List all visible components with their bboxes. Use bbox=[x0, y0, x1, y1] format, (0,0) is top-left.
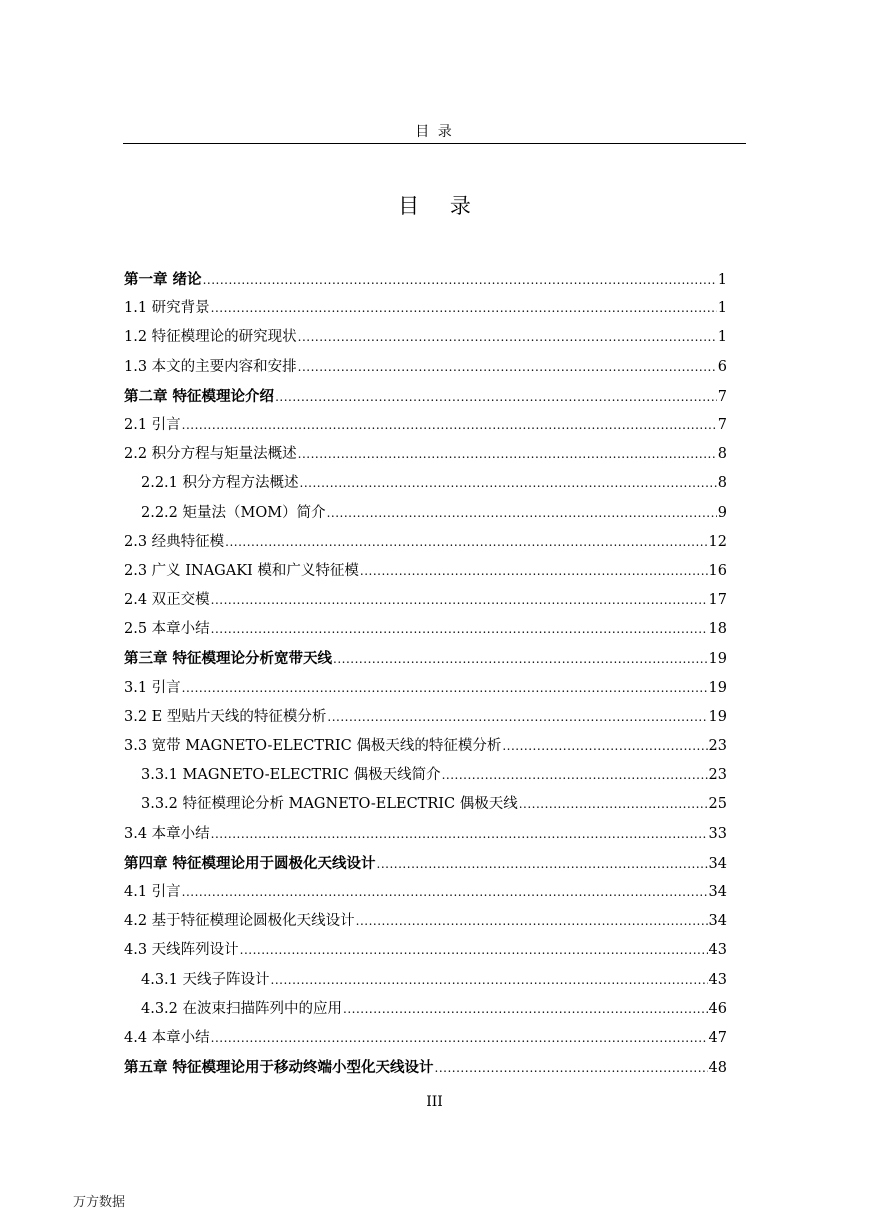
dot-leader bbox=[240, 936, 708, 965]
toc-entry-label: 第二章 特征模理论介绍 bbox=[124, 387, 275, 405]
toc-entry-page: 46 bbox=[708, 1000, 727, 1017]
dot-leader bbox=[435, 1054, 708, 1083]
dot-leader bbox=[298, 440, 717, 469]
dot-leader bbox=[327, 703, 707, 732]
toc-entry[interactable] bbox=[124, 528, 727, 557]
toc-entry[interactable] bbox=[124, 265, 727, 294]
toc-entry-page: 25 bbox=[708, 796, 727, 813]
toc-entry-page: 43 bbox=[708, 942, 727, 959]
toc-entry-page: 19 bbox=[708, 651, 727, 668]
toc-entry-label: 3.2 E 型贴片天线的特征模分析 bbox=[124, 708, 327, 725]
toc-entry[interactable] bbox=[124, 936, 727, 965]
toc-entry-label: 2.2.1 积分方程方法概述 bbox=[141, 475, 299, 492]
dot-leader bbox=[298, 353, 717, 382]
toc-entry[interactable] bbox=[124, 820, 727, 849]
toc-entry-label: 第一章 绪论 bbox=[124, 271, 202, 288]
dot-leader bbox=[360, 557, 708, 586]
toc-entry-label: 2.3 广义 INAGAKI 模和广义特征模 bbox=[124, 562, 359, 579]
toc-entry-label: 3.1 引言 bbox=[124, 679, 181, 696]
toc-entry-label: 4.3 天线阵列设计 bbox=[124, 942, 239, 959]
dot-leader bbox=[300, 469, 717, 498]
toc-entry-page: 48 bbox=[708, 1060, 727, 1077]
dot-leader bbox=[182, 411, 717, 440]
toc-entry-label: 1.1 研究背景 bbox=[124, 300, 210, 317]
toc-entry-page: 7 bbox=[717, 416, 727, 433]
toc-entry-page: 16 bbox=[708, 562, 727, 579]
toc-entry-page: 9 bbox=[717, 504, 727, 521]
dot-leader bbox=[275, 383, 717, 412]
dot-leader bbox=[203, 266, 717, 295]
toc-entry-label: 第四章 特征模理论用于圆极化天线设计 bbox=[124, 854, 376, 872]
toc-entry-page: 19 bbox=[708, 708, 727, 725]
toc-entry-label: 第五章 特征模理论用于移动终端小型化天线设计 bbox=[124, 1059, 434, 1077]
toc-entry[interactable] bbox=[124, 966, 727, 995]
toc-entry-page: 6 bbox=[717, 358, 727, 375]
toc-entry-label: 2.5 本章小结 bbox=[124, 621, 210, 638]
dot-leader bbox=[211, 294, 717, 323]
page-title: 目 录 bbox=[398, 194, 483, 218]
toc-entry[interactable] bbox=[124, 1024, 727, 1053]
toc-entry-label: 第三章 特征模理论分析宽带天线 bbox=[124, 650, 333, 668]
toc-entry[interactable] bbox=[124, 323, 727, 352]
toc-entry-page: 19 bbox=[708, 679, 727, 696]
toc-entry-label: 2.4 双正交模 bbox=[124, 592, 210, 609]
toc-entry-page: 18 bbox=[708, 621, 727, 638]
header-rule bbox=[123, 143, 746, 144]
dot-leader bbox=[182, 674, 708, 703]
toc-entry-page: 34 bbox=[708, 913, 727, 930]
toc-entry-page: 8 bbox=[717, 446, 727, 463]
dot-leader bbox=[271, 966, 708, 995]
toc-entry-label: 4.1 引言 bbox=[124, 883, 181, 900]
dot-leader bbox=[343, 995, 708, 1024]
toc-entry[interactable] bbox=[124, 849, 727, 878]
toc-entry[interactable] bbox=[124, 353, 727, 382]
toc-entry[interactable] bbox=[124, 703, 727, 732]
toc-entry[interactable] bbox=[124, 382, 727, 411]
toc-entry[interactable] bbox=[124, 907, 727, 936]
toc-entry[interactable] bbox=[124, 732, 727, 761]
toc-entry-label: 4.3.2 在波束扫描阵列中的应用 bbox=[141, 1000, 343, 1017]
toc-entry[interactable] bbox=[124, 878, 727, 907]
table-of-contents bbox=[124, 265, 727, 1082]
toc-entry-label: 3.4 本章小结 bbox=[124, 825, 210, 842]
toc-entry-page: 43 bbox=[708, 971, 727, 988]
toc-entry[interactable] bbox=[124, 674, 727, 703]
dot-leader bbox=[211, 820, 708, 849]
toc-entry[interactable] bbox=[124, 294, 727, 323]
dot-leader bbox=[182, 878, 708, 907]
toc-entry-page: 12 bbox=[708, 533, 727, 550]
toc-entry-label: 3.3.2 特征模理论分析 MAGNETO-ELECTRIC 偶极天线 bbox=[141, 796, 518, 813]
toc-entry-label: 3.3 宽带 MAGNETO-ELECTRIC 偶极天线的特征模分析 bbox=[124, 738, 502, 754]
toc-entry-label: 2.2 积分方程与矩量法概述 bbox=[124, 446, 297, 463]
toc-entry[interactable] bbox=[124, 615, 727, 644]
dot-leader bbox=[225, 528, 707, 557]
dot-leader bbox=[211, 615, 708, 644]
toc-entry[interactable] bbox=[124, 499, 727, 528]
toc-entry[interactable] bbox=[124, 469, 727, 498]
toc-entry-page: 17 bbox=[708, 592, 727, 609]
toc-entry-label: 3.3.1 MAGNETO-ELECTRIC 偶极天线简介 bbox=[141, 767, 441, 784]
toc-entry-page: 34 bbox=[708, 883, 727, 900]
toc-entry-label: 1.3 本文的主要内容和安排 bbox=[124, 358, 297, 375]
toc-entry-page: 23 bbox=[708, 767, 727, 784]
dot-leader bbox=[377, 850, 708, 879]
toc-entry-page: 23 bbox=[708, 738, 727, 754]
dot-leader bbox=[356, 907, 708, 936]
toc-entry-label: 2.2.2 矩量法（MOM）简介 bbox=[141, 504, 326, 521]
toc-entry-page: 1 bbox=[717, 329, 727, 346]
toc-entry-label: 4.2 基于特征模理论圆极化天线设计 bbox=[124, 913, 355, 930]
dot-leader bbox=[298, 323, 717, 352]
toc-entry-label: 4.3.1 天线子阵设计 bbox=[141, 971, 270, 988]
page-number: III bbox=[426, 1094, 443, 1110]
toc-entry[interactable] bbox=[124, 761, 727, 790]
toc-entry-page: 1 bbox=[717, 300, 727, 317]
toc-entry-label: 1.2 特征模理论的研究现状 bbox=[124, 329, 297, 346]
toc-entry-label: 4.4 本章小结 bbox=[124, 1029, 210, 1046]
toc-entry[interactable] bbox=[124, 411, 727, 440]
dot-leader bbox=[333, 645, 708, 674]
running-header: 目 录 bbox=[415, 124, 454, 140]
toc-entry-page: 47 bbox=[708, 1029, 727, 1046]
toc-entry-page: 34 bbox=[708, 855, 727, 872]
toc-entry[interactable] bbox=[124, 440, 727, 469]
toc-entry-page: 7 bbox=[717, 388, 727, 405]
dot-leader bbox=[502, 732, 707, 761]
watermark-text: 万方数据 bbox=[73, 1195, 126, 1210]
toc-entry-page: 1 bbox=[717, 272, 727, 288]
toc-entry[interactable] bbox=[124, 586, 727, 615]
dot-leader bbox=[211, 586, 708, 615]
toc-entry-page: 8 bbox=[717, 475, 727, 492]
dot-leader bbox=[519, 790, 708, 819]
toc-entry-label: 2.3 经典特征模 bbox=[124, 533, 225, 550]
toc-entry[interactable] bbox=[124, 1053, 727, 1082]
toc-entry-label: 2.1 引言 bbox=[124, 416, 181, 433]
dot-leader bbox=[327, 499, 717, 528]
toc-entry[interactable] bbox=[124, 557, 727, 586]
toc-entry[interactable] bbox=[124, 644, 727, 673]
dot-leader bbox=[442, 761, 708, 790]
toc-entry[interactable] bbox=[124, 995, 727, 1024]
dot-leader bbox=[211, 1024, 708, 1053]
toc-entry-page: 33 bbox=[708, 825, 727, 842]
toc-entry[interactable] bbox=[124, 790, 727, 819]
